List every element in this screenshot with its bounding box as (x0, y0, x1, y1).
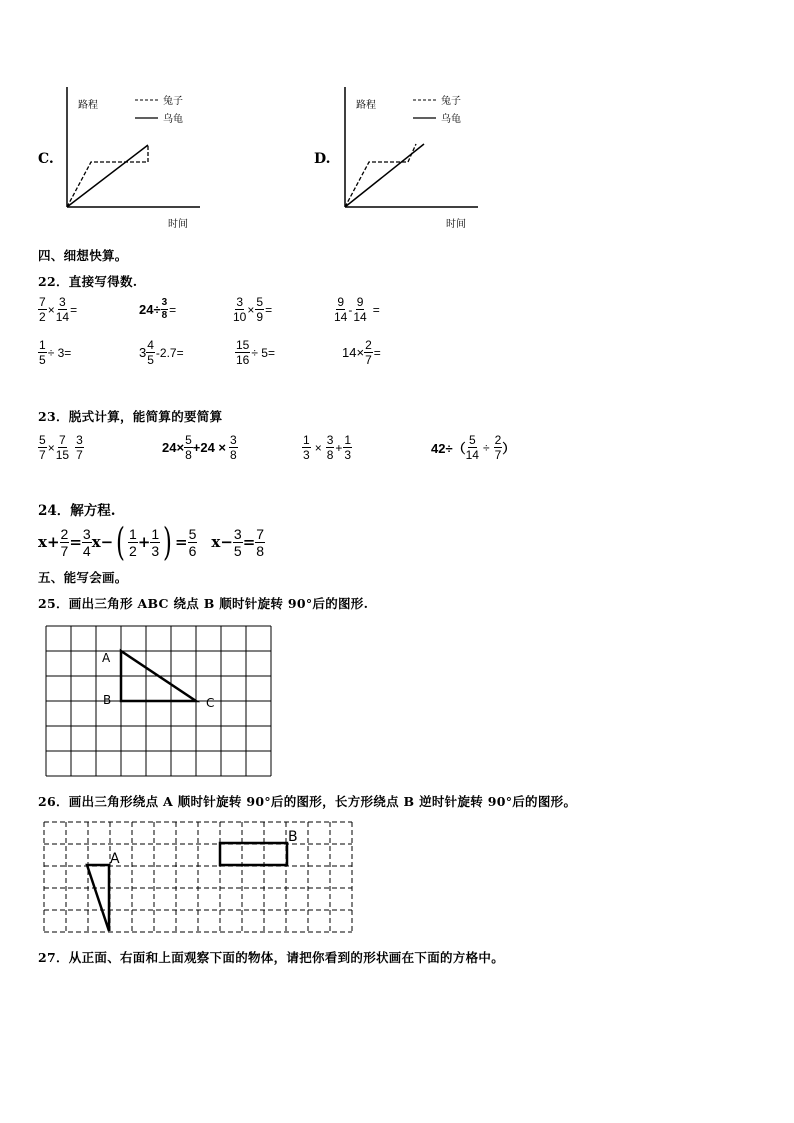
x-axis-label: 时间 (168, 219, 188, 230)
q22-expr-5: $\frac{1}{5}$ ÷ 3= (39, 338, 72, 367)
q22-title: 22．直接写得数. (38, 274, 138, 289)
q23-expr-1: $\frac{5}{7}$ × $\frac{7}{15}$ $\frac{3}{7}$ (39, 433, 83, 462)
q22-expr-7: $\frac{15}{16}$ ÷ 5= (236, 338, 275, 367)
turtle-path (345, 144, 424, 207)
option-c-label: C. (38, 151, 54, 167)
graph-c (60, 85, 210, 235)
section-5-title: 五、能写会画。 (38, 570, 128, 585)
point-c-label: C (206, 696, 215, 710)
q24-title: 24．解方程. (38, 503, 116, 519)
q22-expr-8: 14× $\frac{2}{7}$ = (342, 338, 381, 367)
legend-rabbit: 兔子 (441, 96, 461, 107)
triangle (87, 865, 109, 931)
q22-expr-1: $\frac{7}{2}$ × $\frac{3}{14}$ = (39, 295, 78, 324)
q26-grid (42, 820, 362, 940)
legend-rabbit: 兔子 (163, 96, 183, 107)
option-d-label: D. (314, 151, 331, 167)
q24-equations: x+ $\frac{2}{7}$ = $\frac{3}{4}$ x− ( $\frac{1}{2}$ + $\frac{1}{3}$ ) = $\frac{5}{6}$ x− $\frac{3}{5}$ = $\frac{7}{8}$ (38, 520, 265, 564)
x-axis-label: 时间 (446, 219, 466, 230)
y-axis-label: 路程 (78, 100, 98, 111)
legend-turtle: 乌龟 (163, 114, 183, 125)
q26-title: 26．画出三角形绕点 A 顺时针旋转 90°后的图形，长方形绕点 B 逆时针旋转 90°后的图形。 (38, 794, 577, 809)
q22-expr-4: $\frac{9}{14}$ - $\frac{9}{14}$ = (334, 295, 380, 324)
q25-grid (40, 622, 280, 782)
q23-title: 23．脱式计算，能简算的要简算 (38, 409, 223, 424)
turtle-path (67, 145, 148, 207)
open-paren: ( (116, 520, 126, 564)
q22-expr-6: 3 $\frac{4}{5}$ -2.7= (139, 338, 184, 367)
point-a-label: A (102, 651, 111, 665)
q23-expr-3: $\frac{1}{3}$ × $\frac{3}{8}$ + $\frac{1}{3}$ (303, 433, 352, 462)
q22-expr-2: 24÷ $\frac{3}{8}$ = (139, 297, 177, 321)
point-a-label: A (110, 851, 120, 867)
point-b-label: B (288, 829, 298, 845)
q23-expr-4: 42÷（ $\frac{5}{14}$ ÷ $\frac{2}{7}$ ） (431, 433, 516, 462)
q24-eq1-x: x+ (38, 533, 60, 551)
rectangle (220, 843, 287, 865)
q23-expr-2: 24× $\frac{5}{8}$ +24 × $\frac{3}{8}$ (162, 433, 237, 462)
section-4-title: 四、细想快算。 (38, 248, 128, 263)
legend-turtle: 乌龟 (441, 114, 461, 125)
graph-d (338, 85, 488, 235)
q22-expr-3: $\frac{3}{10}$ × $\frac{5}{9}$ = (233, 295, 273, 324)
close-paren: ) (163, 520, 173, 564)
point-b-label: B (103, 693, 112, 707)
y-axis-label: 路程 (356, 100, 376, 111)
q25-title: 25．画出三角形 ABC 绕点 B 顺时针旋转 90°后的图形. (38, 596, 369, 611)
q27-title: 27．从正面、右面和上面观察下面的物体，请把你看到的形状画在下面的方格中。 (38, 950, 504, 965)
